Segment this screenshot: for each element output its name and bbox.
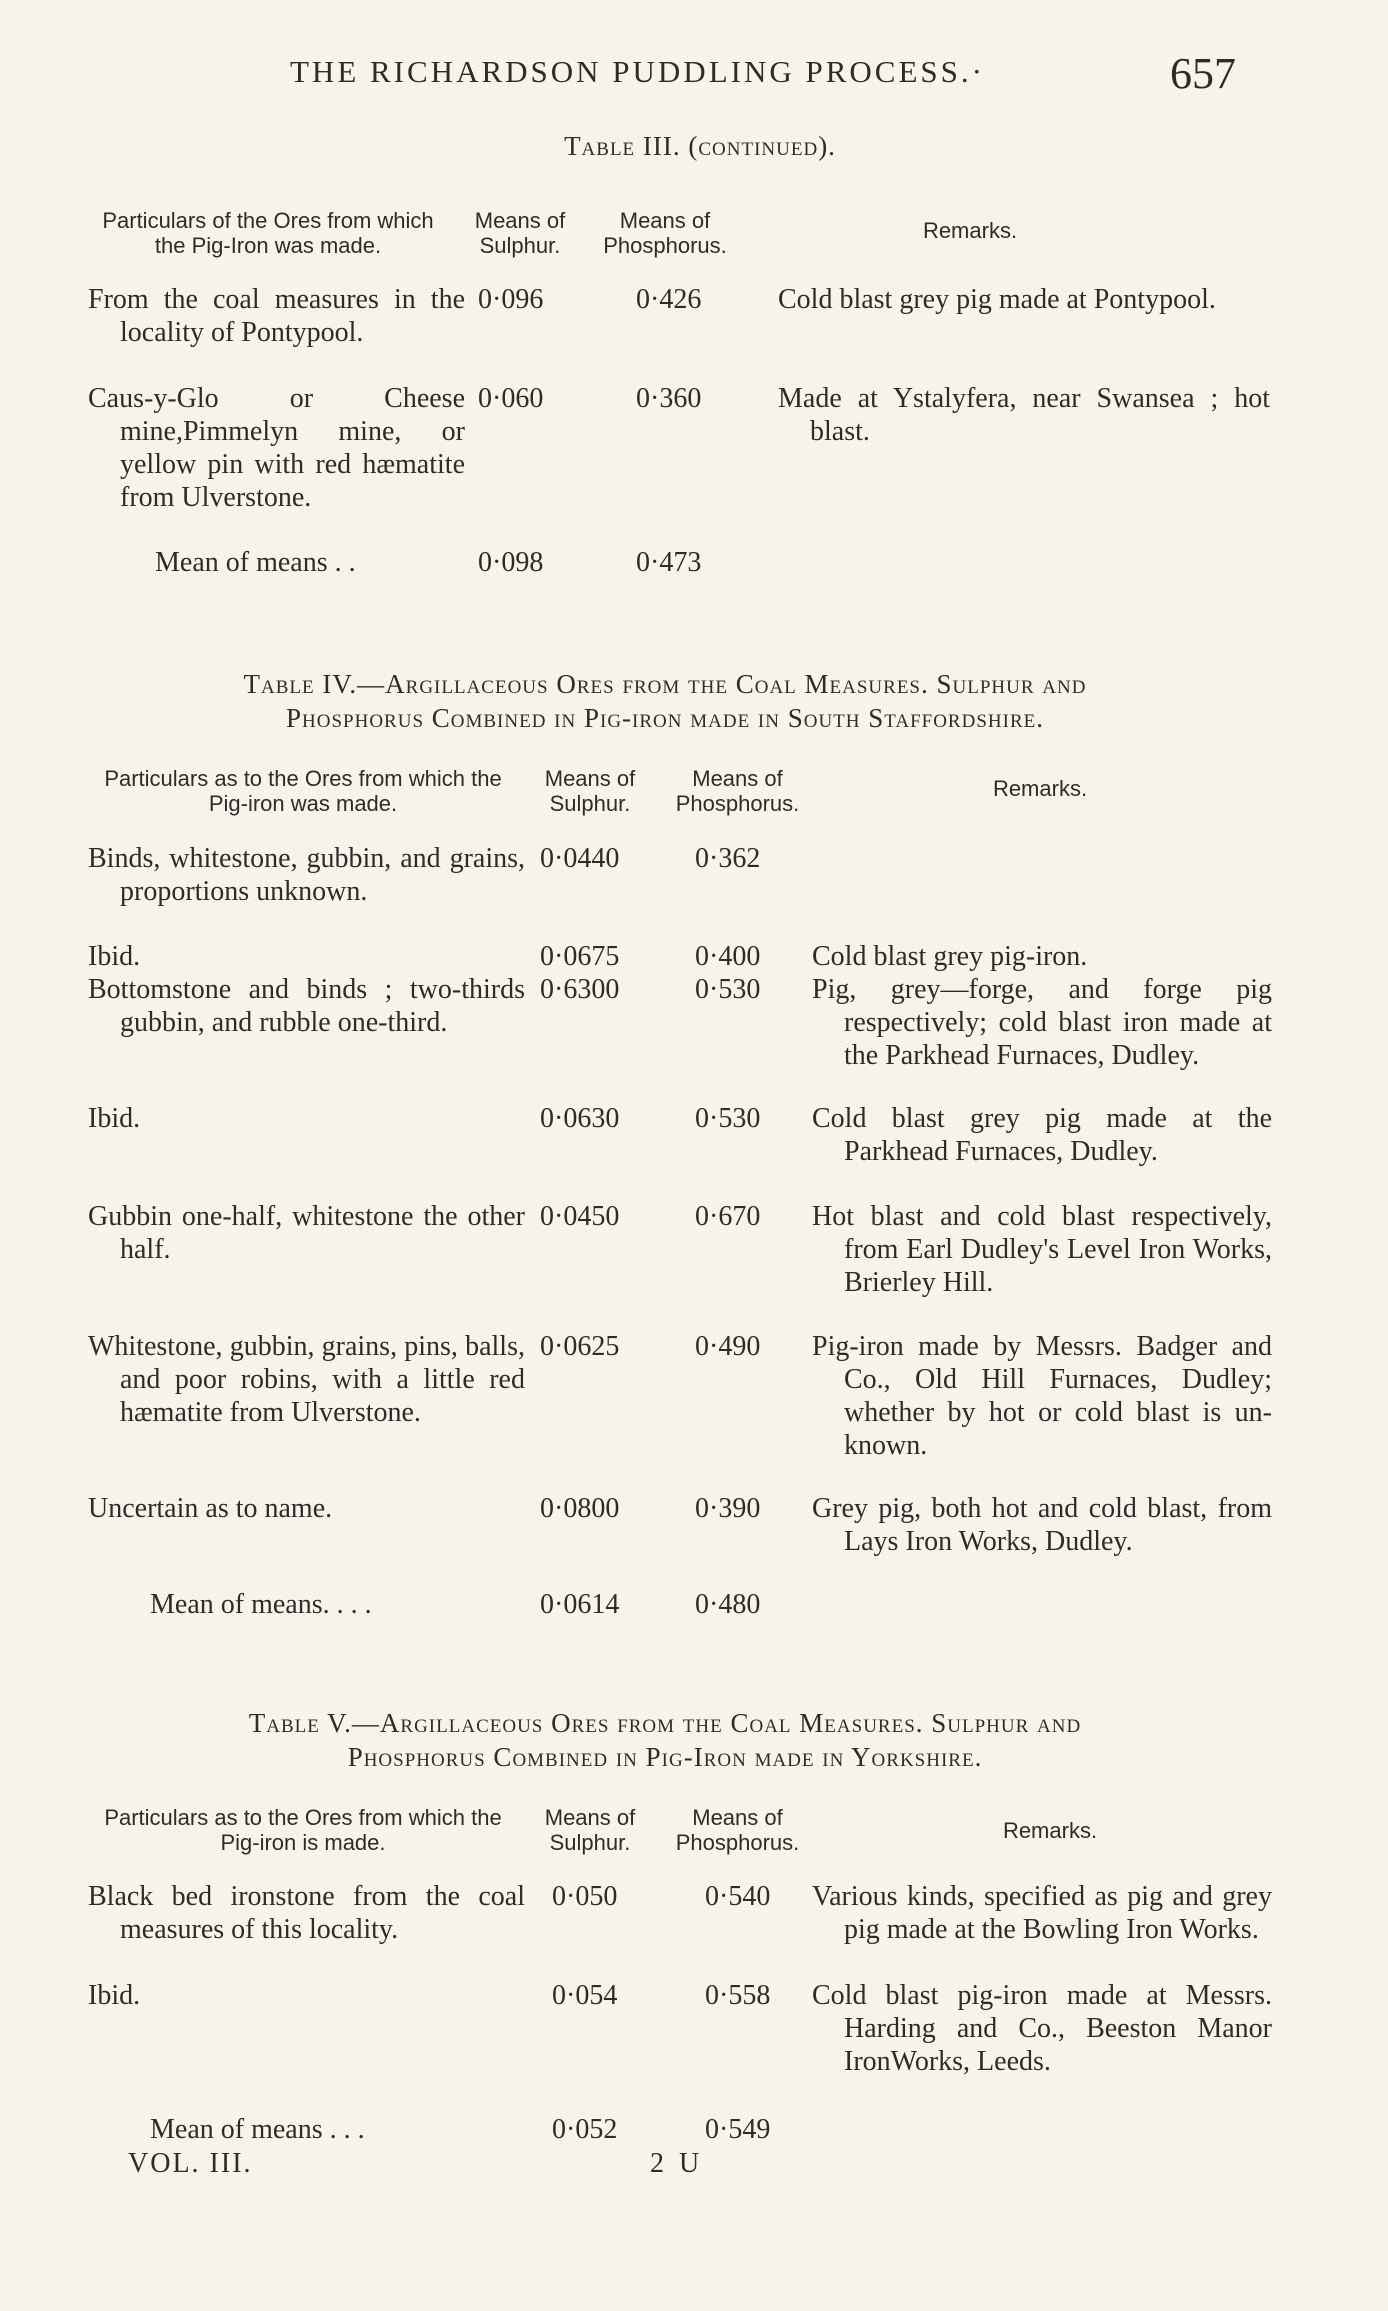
table5-col-remarks: Remarks. xyxy=(1002,1818,1098,1843)
table4-row7-particulars: Uncertain as to name. xyxy=(88,1493,333,1524)
running-head xyxy=(0,48,1388,98)
table4-row3-phosphorus: 0·530 xyxy=(695,974,761,1005)
table5-col-particulars: Particulars as to the Ores from which the Pig-iron is made. xyxy=(104,1805,502,1855)
table4-row5-sulphur: 0·0450 xyxy=(540,1201,620,1232)
table3-row1-particulars: From the coal measures in the locality of Pontypool. xyxy=(88,284,465,348)
table3-col-sulphur: Means of Sulphur. xyxy=(474,208,566,258)
table4-mean-label: Mean of means. . . . xyxy=(150,1589,372,1620)
table3-col-particulars: Particulars of the Ores from which the Pig-Iron was made. xyxy=(102,208,434,258)
table4-row2-remarks: Cold blast grey pig-iron. xyxy=(812,941,1088,972)
table3-row2-remarks: Made at Ystalyfera, near Swansea ; hot blast. xyxy=(778,383,1270,447)
table4-row6-particulars: Whitestone, gubbin, grains, pins, balls, and poor robins, with a little red hæmatite from Ulverstone. xyxy=(88,1331,525,1428)
table4-title-line1: Table IV.—Argillaceous Ores from the Coal Measures. Sulphur and xyxy=(243,669,1087,699)
table4-row7-remarks: Grey pig, both hot and cold blast, from Lays Iron Works, Dudley. xyxy=(812,1493,1272,1557)
table4-col-sulphur: Means of Sulphur. xyxy=(544,766,636,816)
table5-row1-phosphorus: 0·540 xyxy=(705,1881,771,1912)
running-title: THE RICHARDSON PUDDLING PROCESS.· xyxy=(290,54,985,89)
table4-row7-phosphorus: 0·390 xyxy=(695,1493,761,1524)
table4-row6-sulphur: 0·0625 xyxy=(540,1331,620,1362)
table5-row2-phosphorus: 0·558 xyxy=(705,1980,771,2011)
table4-row5-phosphorus: 0·670 xyxy=(695,1201,761,1232)
table4-row1-particulars: Binds, whitestone, gubbin, and grains, proportions unknown. xyxy=(88,843,525,907)
table5-title-line2: Phosphorus Combined in Pig-Iron made in Yorkshire. xyxy=(347,1742,983,1772)
table5-mean-phosphorus: 0·549 xyxy=(705,2114,771,2145)
table4-row7-sulphur: 0·0800 xyxy=(540,1493,620,1524)
page-footer xyxy=(0,2148,1388,2188)
table4-row4-particulars: Ibid. xyxy=(88,1103,141,1134)
table5-mean-label: Mean of means . . . xyxy=(150,2114,365,2145)
table5-row2-remarks: Cold blast pig-iron made at Messrs. Harding and Co., Beeston Manor IronWorks, Leeds. xyxy=(812,1980,1272,2077)
table3-row2-sulphur: 0·060 xyxy=(478,383,544,414)
table4-title-line2: Phosphorus Combined in Pig-iron made in South Staffordshire. xyxy=(286,703,1044,733)
table3-mean-phosphorus: 0·473 xyxy=(636,547,702,578)
table3-row2-particulars: Caus-y-Glo or Cheese mine,Pimmelyn mine, or yellow pin with red hæmatite from Ulverstone. xyxy=(88,383,465,513)
table5-col-phosphorus: Means of Phosphorus. xyxy=(675,1805,800,1855)
table3-row1-phosphorus: 0·426 xyxy=(636,284,702,315)
table4-row3-particulars: Bottomstone and binds ; two-thirds gubbin, and rubble one-third. xyxy=(88,974,525,1038)
table4-col-phosphorus: Means of Phosphorus. xyxy=(675,766,800,816)
table4-row6-phosphorus: 0·490 xyxy=(695,1331,761,1362)
table4-row4-phosphorus: 0·530 xyxy=(695,1103,761,1134)
table3-mean-sulphur: 0·098 xyxy=(478,547,544,578)
table5-title-line1: Table V.—Argillaceous Ores from the Coal Measures. Sulphur and xyxy=(248,1708,1082,1738)
table3-row2-phosphorus: 0·360 xyxy=(636,383,702,414)
table4-col-remarks: Remarks. xyxy=(992,776,1088,801)
signature-mark: 2 U xyxy=(650,2148,704,2179)
table3-mean-label: Mean of means . . xyxy=(155,547,356,578)
table4-row2-sulphur: 0·0675 xyxy=(540,941,620,972)
table4-row4-remarks: Cold blast grey pig made at the Parkhead Furnaces, Dudley. xyxy=(812,1103,1272,1167)
table4-mean-sulphur: 0·0614 xyxy=(540,1589,620,1620)
table5-row1-particulars: Black bed ironstone from the coal measures of this locality. xyxy=(88,1881,525,1945)
table3-col-phosphorus: Means of Phosphorus. xyxy=(603,208,727,258)
table4-row4-sulphur: 0·0630 xyxy=(540,1103,620,1134)
table4-mean-phosphorus: 0·480 xyxy=(695,1589,761,1620)
table5-row2-particulars: Ibid. xyxy=(88,1980,141,2011)
table3-row1-sulphur: 0·096 xyxy=(478,284,544,315)
table3-title: Table III. (continued). xyxy=(564,131,836,161)
table5-mean-sulphur: 0·052 xyxy=(552,2114,618,2145)
page-number: 657 xyxy=(1170,49,1236,98)
volume-label: VOL. III. xyxy=(128,2148,253,2179)
table4-row5-remarks: Hot blast and cold blast respectively, from Earl Dudley's Level Iron Works, Brierley Hill. xyxy=(812,1201,1272,1298)
table3-col-remarks: Remarks. xyxy=(922,218,1018,243)
table4-row1-sulphur: 0·0440 xyxy=(540,843,620,874)
table5-row1-sulphur: 0·050 xyxy=(552,1881,618,1912)
table4-row1-phosphorus: 0·362 xyxy=(695,843,761,874)
table5-row1-remarks: Various kinds, specified as pig and grey pig made at the Bowling Iron Works. xyxy=(812,1881,1272,1945)
table4-row2-phosphorus: 0·400 xyxy=(695,941,761,972)
table4-row5-particulars: Gubbin one-half, whitestone the other half. xyxy=(88,1201,525,1265)
table3-row1-remarks: Cold blast grey pig made at Pontypool. xyxy=(778,284,1216,315)
table5-col-sulphur: Means of Sulphur. xyxy=(544,1805,636,1855)
table4-row3-sulphur: 0·6300 xyxy=(540,974,620,1005)
table4-row3-remarks: Pig, grey—forge, and forge pig respectively; cold blast iron made at the Parkhead Furnaces, Dudley. xyxy=(812,974,1272,1071)
table5-row2-sulphur: 0·054 xyxy=(552,1980,618,2011)
table4-col-particulars: Particulars as to the Ores from which the Pig-iron was made. xyxy=(104,766,502,816)
table4-row2-particulars: Ibid. xyxy=(88,941,141,972)
table4-row6-remarks: Pig-iron made by Messrs. Badger and Co., Old Hill Furnaces, Dudley; whether by hot or cold blast is unknown. xyxy=(812,1331,1272,1461)
